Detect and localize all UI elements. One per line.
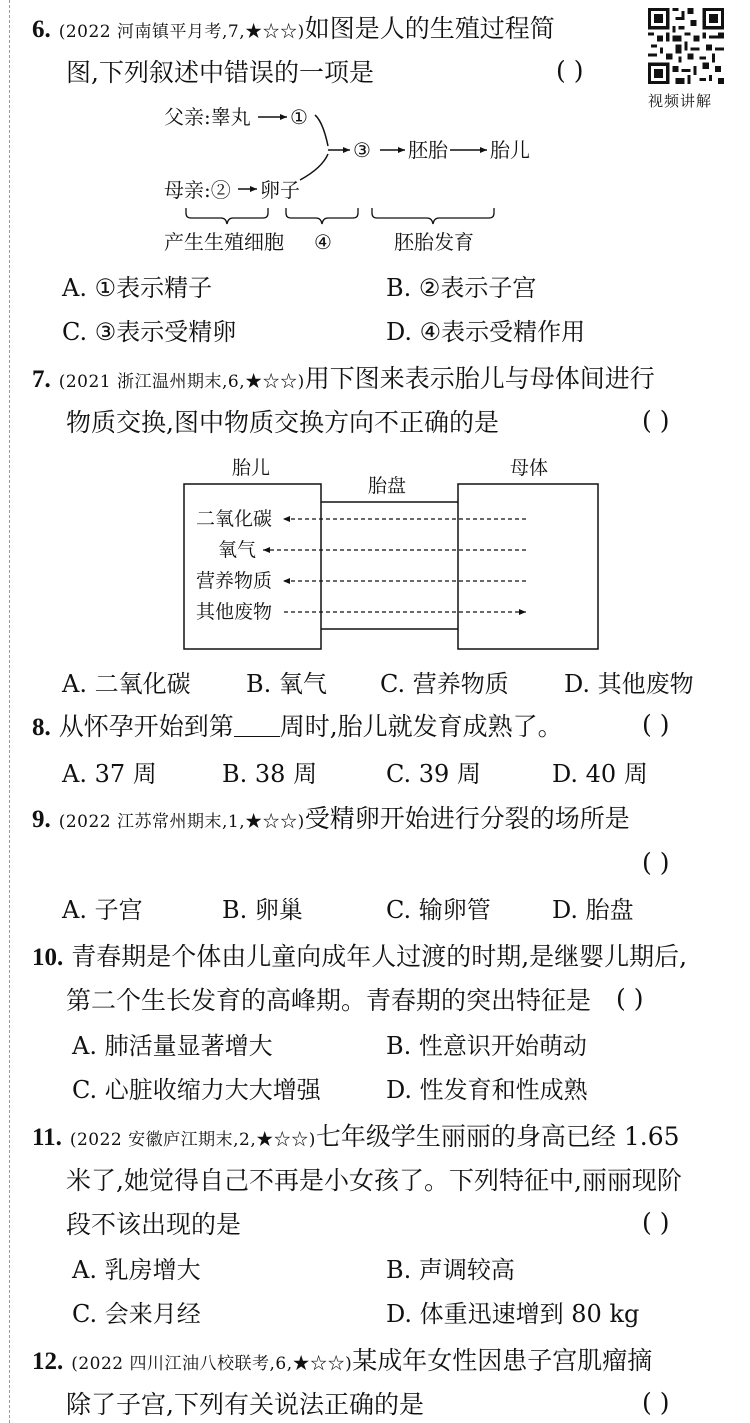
question-number: 11. — [32, 1124, 62, 1151]
diagram-item-waste: 其他废物 — [196, 601, 273, 623]
option-b[interactable]: B. 氧气 — [246, 670, 327, 698]
answer-bracket: ( ) — [642, 1208, 670, 1237]
question-text: 米了,她觉得自己不再是小女孩了。下列特征中,丽丽现阶 — [66, 1166, 682, 1195]
option-b[interactable]: B. 性意识开始萌动 — [386, 1032, 587, 1060]
answer-bracket: ( ) — [556, 56, 584, 85]
question-7-line-1 — [32, 362, 655, 399]
option-b[interactable]: B. 声调较高 — [386, 1256, 515, 1284]
option-c[interactable]: C. 心脏收缩力大大增强 — [72, 1076, 321, 1104]
question-text: 第二个生长发育的高峰期。青春期的突出特征是 — [66, 986, 592, 1015]
placenta-exchange-diagram — [180, 452, 605, 657]
diagram-fetus: 胎儿 — [490, 138, 530, 162]
answer-blank[interactable] — [234, 714, 280, 737]
diagram-label-development: 胚胎发育 — [394, 230, 474, 254]
option-a[interactable]: A. 乳房增大 — [72, 1256, 201, 1284]
diagram-zygote-3: ③ — [353, 138, 371, 162]
diagram-embryo: 胚胎 — [408, 138, 448, 162]
question-source: (2021 浙江温州期末,6,★☆☆) — [58, 372, 305, 392]
question-number: 8. — [32, 714, 51, 741]
diagram-egg: 卵子 — [260, 178, 300, 202]
question-text: 段不该出现的是 — [66, 1210, 242, 1239]
option-a[interactable]: A. 子宫 — [62, 896, 143, 924]
question-source: (2022 河南镇平月考,7,★☆☆) — [58, 22, 305, 42]
diagram-item-nutrients: 营养物质 — [196, 570, 273, 592]
answer-bracket: ( ) — [642, 848, 670, 877]
question-source: (2022 江苏常州期末,1,★☆☆) — [58, 812, 305, 832]
question-9-line-1 — [32, 802, 630, 839]
option-b[interactable]: B. 卵巢 — [222, 896, 303, 924]
option-b[interactable]: B. 38 周 — [222, 760, 318, 788]
question-10-line-1 — [32, 940, 687, 975]
qr-code-icon[interactable] — [648, 8, 724, 84]
question-number: 6. — [32, 16, 51, 43]
question-number: 7. — [32, 366, 51, 393]
question-text: 物质交换,图中物质交换方向不正确的是 — [66, 408, 499, 437]
option-c[interactable]: C. 输卵管 — [386, 896, 491, 924]
qr-caption: 视频讲解 — [648, 92, 713, 110]
option-d[interactable]: D. 性发育和性成熟 — [386, 1076, 588, 1104]
option-c[interactable]: C. 营养物质 — [380, 670, 509, 698]
question-text: 如图是人的生殖过程简 — [304, 14, 555, 43]
answer-bracket: ( ) — [642, 710, 670, 739]
question-text: 受精卵开始进行分裂的场所是 — [304, 804, 630, 833]
diagram-item-oxygen: 氧气 — [218, 539, 257, 561]
option-d[interactable]: D. 其他废物 — [564, 670, 694, 698]
option-b[interactable]: B. ②表示子宫 — [386, 274, 537, 302]
question-text: 图,下列叙述中错误的一项是 — [66, 58, 374, 87]
question-6-line-1 — [32, 12, 555, 49]
option-a[interactable]: A. ①表示精子 — [62, 274, 213, 302]
diagram-father: 父亲:睾丸 — [164, 105, 251, 129]
option-c[interactable]: C. ③表示受精卵 — [62, 318, 237, 346]
option-d[interactable]: D. 胎盘 — [552, 896, 634, 924]
question-text: 青春期是个体由儿童向成年人过渡的时期,是继婴儿期后, — [71, 942, 688, 971]
question-text: 用下图来表示胎儿与母体间进行 — [304, 364, 655, 393]
question-text: 除了子宫,下列有关说法正确的是 — [66, 1390, 424, 1419]
diagram-placenta-label: 胎盘 — [368, 475, 407, 497]
question-11-line-1 — [32, 1120, 680, 1157]
option-c[interactable]: C. 39 周 — [386, 760, 481, 788]
option-a[interactable]: A. 二氧化碳 — [62, 670, 191, 698]
diagram-label-gametes: 产生生殖细胞 — [164, 230, 284, 254]
answer-bracket: ( ) — [616, 984, 644, 1013]
question-text: 某成年女性因患子宫肌瘤摘 — [352, 1346, 653, 1375]
diagram-mother-label: 母体 — [510, 457, 549, 479]
option-d[interactable]: D. ④表示受精作用 — [386, 318, 586, 346]
question-number: 12. — [32, 1348, 64, 1375]
option-c[interactable]: C. 会来月经 — [72, 1300, 201, 1328]
question-number: 9. — [32, 806, 51, 833]
option-d[interactable]: D. 体重迅速增到 80 kg — [386, 1300, 640, 1328]
diagram-mother: 母亲:② — [164, 178, 231, 202]
diagram-item-co2: 二氧化碳 — [196, 508, 273, 530]
question-8-line-1 — [32, 710, 563, 745]
question-text: 从怀孕开始到第 — [58, 712, 234, 741]
question-text: 七年级学生丽丽的身高已经 1.65 — [315, 1122, 680, 1151]
question-12-line-1 — [32, 1344, 652, 1381]
question-source: (2022 安徽庐江期末,2,★☆☆) — [69, 1130, 316, 1150]
answer-bracket: ( ) — [642, 406, 670, 435]
question-source: (2022 四川江油八校联考,6,★☆☆) — [71, 1354, 353, 1374]
diagram-sperm-1: ① — [290, 105, 308, 129]
answer-bracket: ( ) — [642, 1388, 670, 1417]
diagram-label-4: ④ — [314, 230, 332, 254]
option-a[interactable]: A. 37 周 — [62, 760, 157, 788]
question-text: 周时,胎儿就发育成熟了。 — [279, 712, 563, 741]
page-margin-dashed-line — [9, 0, 10, 1423]
option-a[interactable]: A. 肺活量显著增大 — [72, 1032, 273, 1060]
diagram-fetus-label: 胎儿 — [232, 457, 271, 479]
question-number: 10. — [32, 944, 64, 971]
option-d[interactable]: D. 40 周 — [552, 760, 648, 788]
reproduction-process-diagram — [150, 98, 550, 258]
